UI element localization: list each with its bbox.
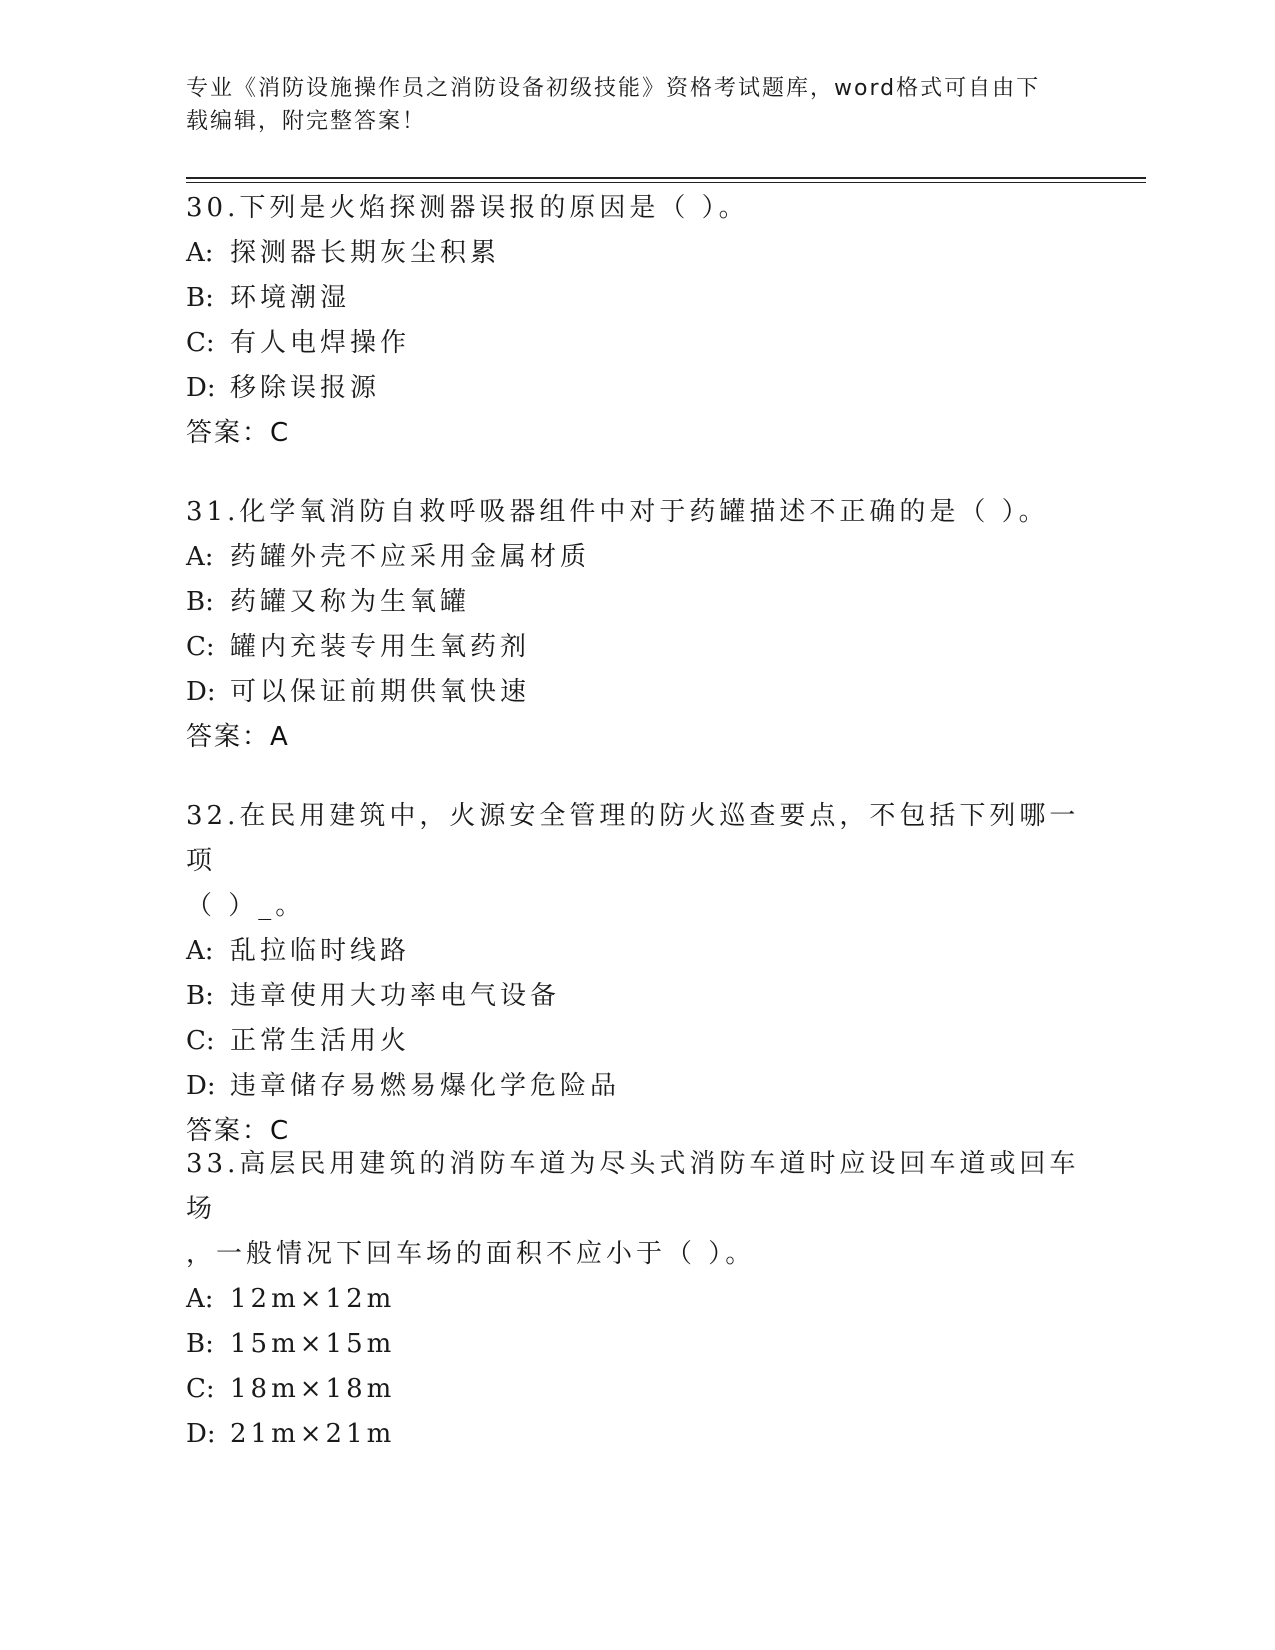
question-stem: 30.下列是火焰探测器误报的原因是（ ）。 <box>186 193 749 223</box>
option-text: 药罐又称为生氧罐 <box>230 587 471 617</box>
option-letter: D: <box>186 373 216 403</box>
question-30 <box>186 186 1086 456</box>
header-line-1: 专业《消防设施操作员之消防设备初级技能》资格考试题库，word格式可自由下 <box>186 76 1041 101</box>
option-letter: B: <box>186 981 214 1011</box>
option-text: 18m×18m <box>230 1374 396 1404</box>
question-stem: 33.高层民用建筑的消防车道为尽头式消防车道时应设回车道或回车场 <box>186 1149 1080 1224</box>
header-rule-thin <box>186 182 1146 183</box>
option-c <box>186 321 1086 366</box>
option-a <box>186 929 1086 974</box>
option-b <box>186 580 1086 625</box>
option-d <box>186 1412 1086 1457</box>
header-rule-thick <box>186 177 1146 179</box>
option-letter: B: <box>186 283 214 313</box>
option-a <box>186 1277 1086 1322</box>
answer-line: 答案：C <box>186 418 291 448</box>
question-stem: 31.化学氧消防自救呼吸器组件中对于药罐描述不正确的是（ ）。 <box>186 497 1049 527</box>
option-letter: A: <box>186 238 214 268</box>
option-b <box>186 974 1086 1019</box>
option-a <box>186 535 1086 580</box>
option-a <box>186 231 1086 276</box>
question-stem-continued: ，一般情况下回车场的面积不应小于（ ）。 <box>186 1239 756 1269</box>
option-text: 违章使用大功率电气设备 <box>230 981 561 1011</box>
option-letter: B: <box>186 587 214 617</box>
option-text: 环境潮湿 <box>230 283 351 313</box>
option-text: 移除误报源 <box>230 373 381 403</box>
option-text: 罐内充装专用生氧药剂 <box>230 632 531 662</box>
option-text: 15m×15m <box>230 1329 396 1359</box>
option-letter: D: <box>186 1419 216 1449</box>
option-text: 21m×21m <box>230 1419 396 1449</box>
option-letter: D: <box>186 1071 216 1101</box>
option-d <box>186 1064 1086 1109</box>
question-31 <box>186 490 1086 760</box>
answer-line: 答案：C <box>186 1116 291 1146</box>
option-text: 乱拉临时线路 <box>230 936 411 966</box>
question-33 <box>186 1142 1086 1457</box>
option-text: 有人电焊操作 <box>230 328 411 358</box>
option-letter: A: <box>186 542 214 572</box>
answer-line: 答案：A <box>186 722 290 752</box>
option-letter: D: <box>186 677 216 707</box>
option-letter: C: <box>186 328 215 358</box>
option-c <box>186 625 1086 670</box>
option-b <box>186 1322 1086 1367</box>
option-c <box>186 1367 1086 1412</box>
document-header <box>186 72 1066 138</box>
question-stem-continued: （ ）_。 <box>186 891 306 921</box>
option-text: 正常生活用火 <box>230 1026 411 1056</box>
option-text: 探测器长期灰尘积累 <box>230 238 501 268</box>
option-letter: C: <box>186 1374 215 1404</box>
option-letter: A: <box>186 1284 214 1314</box>
option-b <box>186 276 1086 321</box>
option-d <box>186 670 1086 715</box>
option-letter: C: <box>186 632 215 662</box>
option-text: 药罐外壳不应采用金属材质 <box>230 542 591 572</box>
option-letter: C: <box>186 1026 215 1056</box>
option-letter: A: <box>186 936 214 966</box>
option-letter: B: <box>186 1329 214 1359</box>
option-d <box>186 366 1086 411</box>
option-text: 可以保证前期供氧快速 <box>230 677 531 707</box>
header-line-2: 载编辑，附完整答案！ <box>186 109 427 134</box>
question-32 <box>186 794 1086 1154</box>
option-text: 违章储存易燃易爆化学危险品 <box>230 1071 621 1101</box>
question-stem: 32.在民用建筑中，火源安全管理的防火巡查要点，不包括下列哪一项 <box>186 801 1080 876</box>
option-c <box>186 1019 1086 1064</box>
option-text: 12m×12m <box>230 1284 396 1314</box>
